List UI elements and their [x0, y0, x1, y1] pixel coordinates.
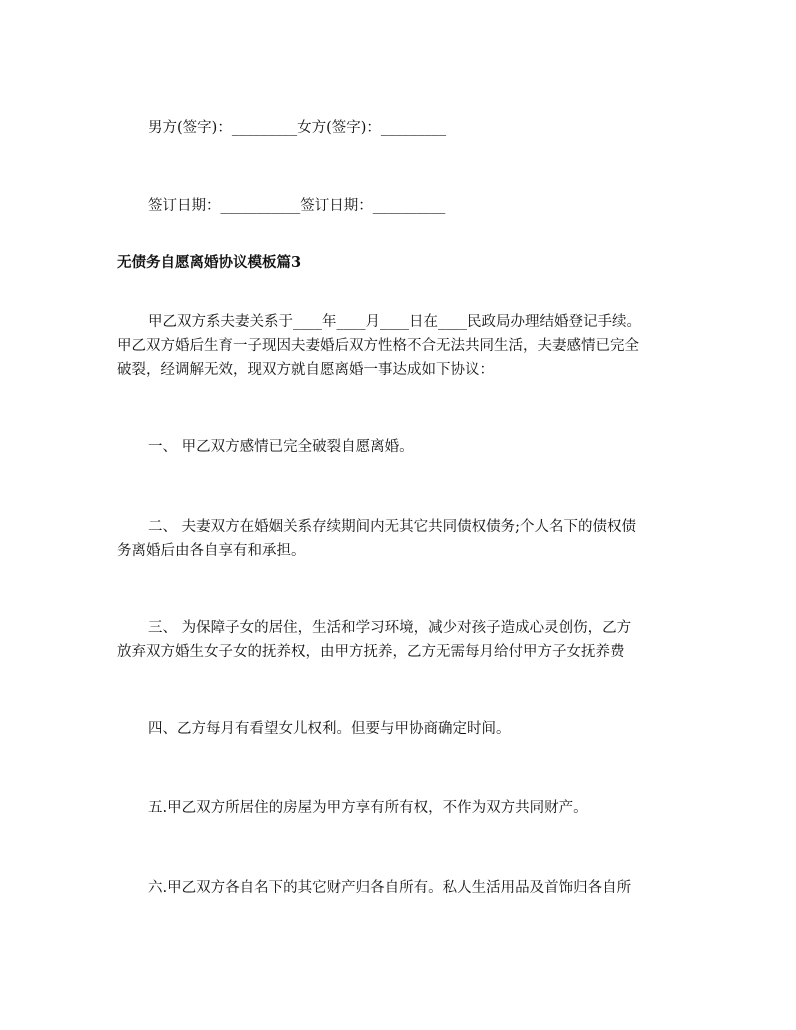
clause-2-line-1: 二、 夫妻双方在婚姻关系存续期间内无其它共同债权债务;个人名下的债权债 [148, 519, 636, 535]
clause-5: 五.甲乙双方所居住的房屋为甲方享有所有权，不作为双方共同财产。 [148, 800, 588, 816]
clause-3-line-2: 放弃双方婚生女子女的抚养权，由甲方抚养，乙方无需每月给付甲方子女抚养费 [117, 644, 625, 660]
clause-3-line-1: 三、 为保障子女的居住，生活和学习环境，减少对孩子造成心灵创伤，乙方 [148, 620, 632, 636]
clause-1: 一、 甲乙双方感情已完全破裂自愿离婚。 [148, 439, 414, 455]
signature-line: 男方(签字)：_________女方(签字)：_________ [148, 120, 447, 136]
intro-line-1: 甲乙双方系夫妻关系于____年____月____日在____民政局办理结婚登记手续。 [148, 314, 641, 330]
clause-4: 四、乙方每月有看望女儿权利。但要与甲协商确定时间。 [148, 721, 511, 737]
clause-2-line-2: 务离婚后由各自享有和承担。 [117, 543, 306, 559]
section-title: 无债务自愿离婚协议模板篇3 [117, 254, 302, 271]
intro-line-2: 甲乙双方婚后生育一子现因夫妻婚后双方性格不合无法共同生活，夫妻感情已完全 [117, 338, 639, 354]
clause-6: 六.甲乙双方各自名下的其它财产归各自所有。私人生活用品及首饰归各自所 [148, 880, 632, 896]
date-line: 签订日期：___________签订日期：__________ [148, 198, 446, 214]
intro-line-3: 破裂，经调解无效，现双方就自愿离婚一事达成如下协议： [117, 362, 494, 378]
